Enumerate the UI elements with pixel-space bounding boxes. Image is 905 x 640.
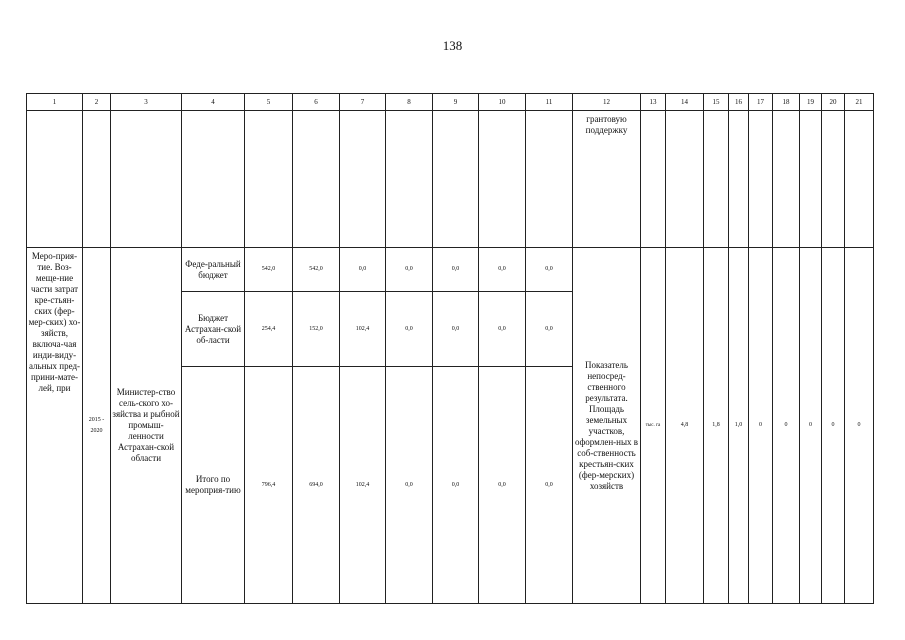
funding-cell: 102,4 bbox=[340, 292, 386, 367]
funding-cell: 0,0 bbox=[479, 292, 526, 367]
col-header: 16 bbox=[729, 94, 749, 111]
col-header: 21 bbox=[845, 94, 874, 111]
funding-cell: 796,4 bbox=[245, 367, 293, 604]
activity-name: Меро-прия-тие. Воз-меще-ние части затрат кре-стьян-ских (фер-мер-ских) хо-зяйств, включа-чая инди-виду-альных пред-прини-мате-лей, при bbox=[27, 248, 83, 604]
carryover-row bbox=[27, 111, 874, 248]
col-header: 19 bbox=[800, 94, 822, 111]
indicator-unit: тыс. га bbox=[641, 248, 666, 604]
indicator-value: 0 bbox=[773, 248, 800, 604]
funding-cell: 0,0 bbox=[433, 292, 479, 367]
activity-years: 2015 - 2020 bbox=[83, 248, 111, 604]
funding-cell: 254,4 bbox=[245, 292, 293, 367]
col-header: 9 bbox=[433, 94, 479, 111]
indicator-value: 0 bbox=[845, 248, 874, 604]
col-header: 13 bbox=[641, 94, 666, 111]
program-table bbox=[26, 93, 874, 604]
indicator-value: 1,0 bbox=[729, 248, 749, 604]
col-header: 10 bbox=[479, 94, 526, 111]
col-header: 2 bbox=[83, 94, 111, 111]
funding-cell: 0,0 bbox=[479, 367, 526, 604]
funding-cell: 0,0 bbox=[386, 248, 433, 292]
indicator-value: 0 bbox=[800, 248, 822, 604]
funding-cell: 0,0 bbox=[340, 248, 386, 292]
col-header: 18 bbox=[773, 94, 800, 111]
col-header: 6 bbox=[293, 94, 340, 111]
funding-cell: 0,0 bbox=[433, 367, 479, 604]
funding-source: Бюджет Астрахан-ской об-ласти bbox=[182, 292, 245, 367]
funding-cell: 0,0 bbox=[526, 292, 573, 367]
indicator-value: 1,8 bbox=[704, 248, 729, 604]
table-row bbox=[27, 248, 874, 292]
col-header: 7 bbox=[340, 94, 386, 111]
col-header: 14 bbox=[666, 94, 704, 111]
col-header: 20 bbox=[822, 94, 845, 111]
funding-cell: 694,0 bbox=[293, 367, 340, 604]
col-header: 5 bbox=[245, 94, 293, 111]
funding-cell: 0,0 bbox=[433, 248, 479, 292]
funding-cell: 542,0 bbox=[245, 248, 293, 292]
col-header: 4 bbox=[182, 94, 245, 111]
col-header: 1 bbox=[27, 94, 83, 111]
col-header: 17 bbox=[749, 94, 773, 111]
col-header: 12 bbox=[573, 94, 641, 111]
funding-cell: 0,0 bbox=[479, 248, 526, 292]
funding-source: Феде-ральный бюджет bbox=[182, 248, 245, 292]
indicator-value: 0 bbox=[822, 248, 845, 604]
page-number: 138 bbox=[442, 38, 463, 53]
funding-cell: 542,0 bbox=[293, 248, 340, 292]
funding-cell: 0,0 bbox=[386, 367, 433, 604]
funding-cell: 0,0 bbox=[386, 292, 433, 367]
funding-cell: 102,4 bbox=[340, 367, 386, 604]
col-header: 11 bbox=[526, 94, 573, 111]
header-row bbox=[27, 94, 874, 111]
activity-executor: Министер-ство сель-ского хо-зяйства и рыбной промыш-ленности Астрахан-ской области bbox=[111, 248, 182, 604]
funding-cell: 0,0 bbox=[526, 367, 573, 604]
funding-source: Итого по мероприя-тию bbox=[182, 367, 245, 604]
funding-cell: 0,0 bbox=[526, 248, 573, 292]
col-header: 8 bbox=[386, 94, 433, 111]
funding-cell: 152,0 bbox=[293, 292, 340, 367]
col-header: 15 bbox=[704, 94, 729, 111]
indicator-value: 0 bbox=[749, 248, 773, 604]
indicator-value: 4,8 bbox=[666, 248, 704, 604]
indicator-text: Показатель непосред-ственного результата. Площадь земельных участков, оформлен-ных в соб-ственность крестьян-ских (фер-мерских) хозяйств bbox=[573, 248, 641, 604]
col-header: 3 bbox=[111, 94, 182, 111]
carryover-text: грантовую поддержку bbox=[573, 111, 641, 248]
